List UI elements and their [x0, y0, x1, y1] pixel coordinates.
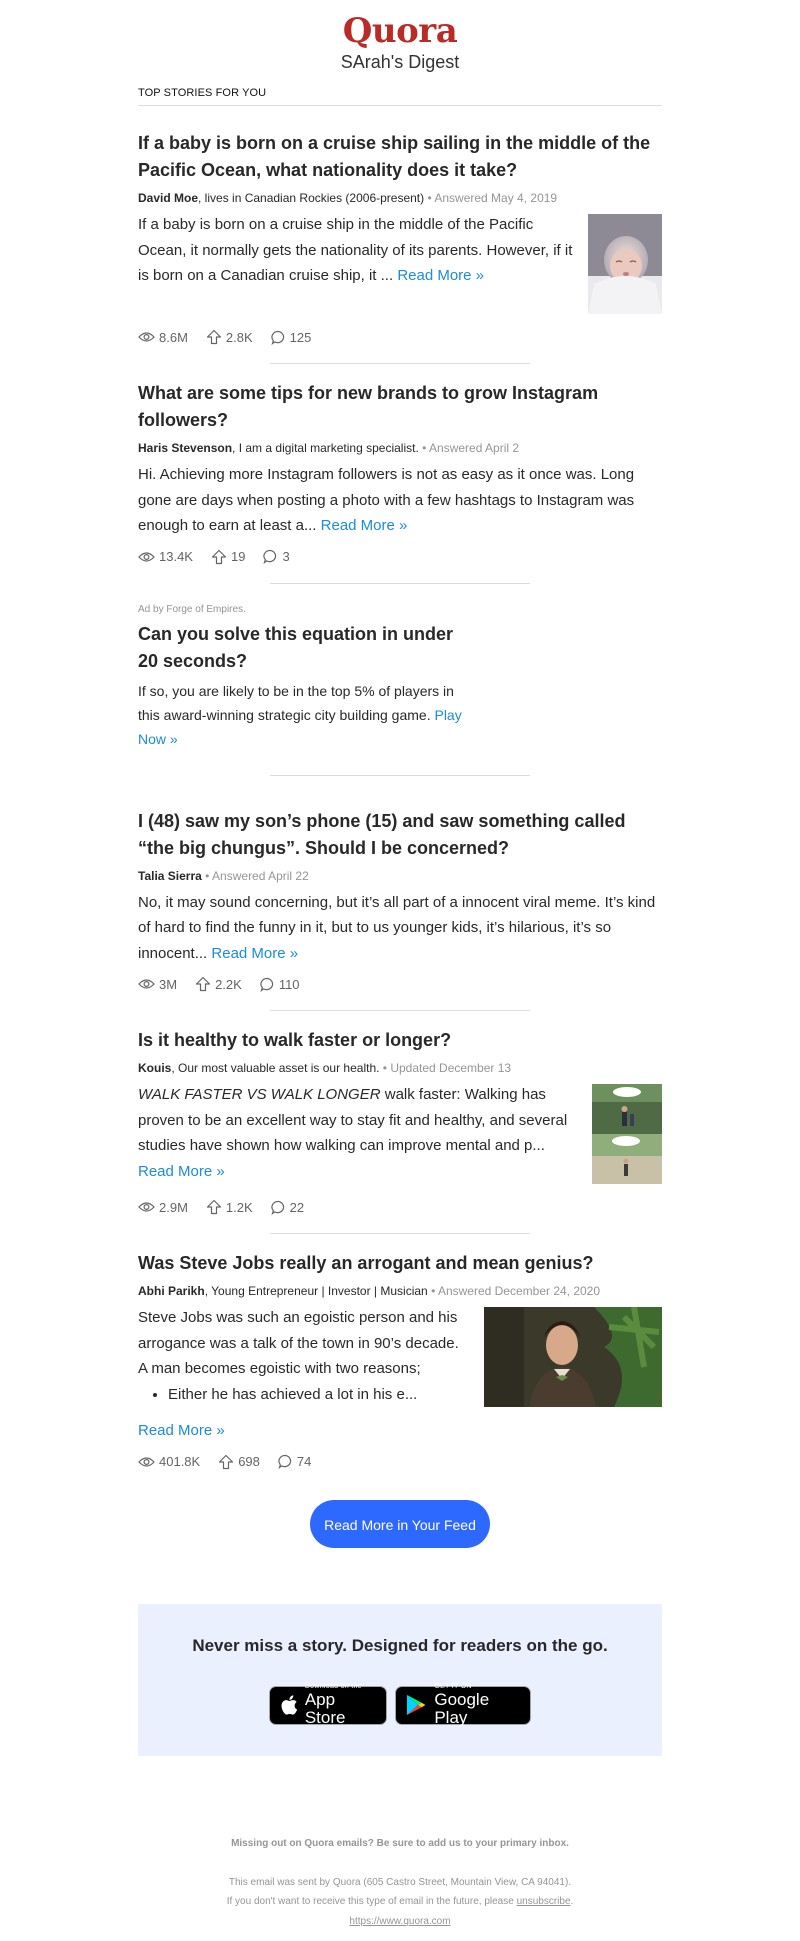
author-name[interactable]: Talia Sierra	[138, 868, 202, 883]
comment-bubble-icon	[278, 1454, 293, 1469]
read-more-link[interactable]: Read More »	[138, 1422, 225, 1439]
excerpt-bullet-list	[138, 1382, 470, 1408]
comment-stat[interactable]	[271, 330, 312, 345]
views-count: 8.6M	[159, 329, 188, 345]
upvote-count: 19	[230, 549, 246, 564]
footer-inbox-tip: Missing out on Quora emails? Be sure to add us to your primary inbox.	[231, 1837, 569, 1849]
upvote-count: 2.8K	[225, 329, 253, 345]
upvote-stat[interactable]	[195, 976, 242, 992]
story-title[interactable]: What are some tips for new brands to grow Instagram followers?	[138, 383, 599, 430]
author-name[interactable]: Kouis	[138, 1061, 172, 1075]
meta-separator: •	[422, 441, 427, 455]
eye-icon	[138, 331, 155, 343]
meta-separator: •	[205, 868, 210, 883]
story-3	[138, 808, 662, 995]
author-credential: , I am a digital marketing specialist.	[232, 441, 419, 455]
footer-sender: This email was sent by Quora (605 Castro Street, Mountain View, CA 94041).	[228, 1876, 572, 1888]
footer-unsubscribe-line	[138, 1892, 662, 1911]
read-more-link[interactable]: Read More »	[211, 944, 299, 962]
comment-bubble-icon	[263, 549, 278, 564]
story-excerpt	[138, 212, 574, 289]
story-2	[138, 380, 662, 567]
eye-icon	[138, 978, 155, 990]
story-body-row	[138, 890, 662, 967]
story-excerpt	[138, 1082, 578, 1184]
author-credential: , lives in Canadian Rockies (2006-present)	[198, 191, 425, 205]
comment-count: 125	[289, 329, 312, 345]
upvote-count: 698	[238, 1454, 260, 1469]
eye-icon	[138, 551, 155, 563]
read-more-link[interactable]: Read More »	[320, 517, 408, 534]
views-stat	[138, 549, 193, 564]
ad-title[interactable]: Can you solve this equation in under 20 seconds?	[138, 623, 454, 671]
read-more-link[interactable]: Read More »	[138, 1162, 225, 1180]
unsubscribe-link[interactable]: unsubscribe	[516, 1895, 571, 1907]
digest-title: SArah's Digest	[340, 52, 460, 72]
story-stats	[138, 1452, 662, 1472]
views-stat	[138, 1200, 188, 1215]
answer-date: Answered April 2	[429, 441, 520, 455]
walking-photo-thumbnail[interactable]	[592, 1084, 662, 1189]
comment-bubble-icon	[271, 330, 286, 345]
footer-legal	[138, 1873, 662, 1911]
meta-separator: •	[427, 191, 432, 205]
apple-logo-icon	[280, 1693, 299, 1717]
excerpt-italic: WALK FASTER VS WALK LONGER	[138, 1086, 381, 1103]
story-read-more-row	[138, 1418, 662, 1444]
comment-count: 3	[282, 549, 290, 564]
views-count: 3M	[159, 976, 178, 992]
google-play-big-text: Google Play	[434, 1690, 490, 1727]
ad-sponsor[interactable]: Forge of Empires.	[166, 603, 246, 615]
story-meta	[138, 1283, 662, 1299]
views-stat	[138, 1454, 200, 1469]
comment-stat[interactable]	[263, 549, 289, 564]
ad-block	[138, 604, 662, 751]
comment-count: 110	[278, 976, 300, 992]
meta-separator: •	[431, 1284, 436, 1298]
ad-body	[138, 679, 468, 751]
story-divider	[270, 775, 530, 776]
comment-count: 22	[289, 1199, 305, 1215]
author-credential: , Our most valuable asset is our health.	[171, 1061, 380, 1075]
upvote-arrow-icon	[195, 976, 211, 992]
answer-date: Answered April 22	[212, 868, 309, 883]
upvote-arrow-icon	[211, 549, 227, 565]
google-play-icon	[406, 1693, 426, 1717]
unsubscribe-suffix: .	[570, 1895, 574, 1907]
views-stat	[138, 977, 177, 992]
story-body-row	[138, 1082, 662, 1189]
story-meta	[138, 190, 662, 206]
upvote-arrow-icon	[206, 329, 222, 345]
answer-date: Updated December 13	[390, 1061, 512, 1075]
story-stats	[138, 547, 662, 567]
unsubscribe-prefix: If you don't want to receive this type of email in the future, please	[226, 1895, 517, 1907]
excerpt-text: Steve Jobs was such an egoistic person and his arrogance was a talk of the town in 90’s decade. A man becomes egoistic with two reasons;	[138, 1309, 459, 1377]
app-promo-banner	[138, 1604, 662, 1756]
story-body-row	[138, 1305, 662, 1412]
story-4	[138, 1027, 662, 1217]
story-title[interactable]: Was Steve Jobs really an arrogant and mean genius?	[138, 1253, 594, 1273]
author-name[interactable]: David Moe	[138, 191, 199, 205]
comment-count: 74	[296, 1454, 312, 1469]
comment-stat[interactable]	[271, 1200, 304, 1215]
ad-prefix: Ad by	[138, 603, 167, 615]
story-excerpt	[138, 890, 662, 967]
story-divider	[270, 583, 530, 584]
author-name[interactable]: Haris Stevenson	[138, 441, 233, 455]
steve-jobs-photo-thumbnail[interactable]	[484, 1307, 662, 1412]
story-meta	[138, 440, 662, 456]
excerpt-text: walk faster: Walking has proven to be an excellent way to stay fit and healthy, and several studies have shown how walking can improve mental and p...	[138, 1086, 568, 1154]
story-meta	[138, 1060, 662, 1076]
answer-date: Answered May 4, 2019	[434, 191, 558, 205]
eye-icon	[138, 1201, 155, 1213]
story-divider	[270, 363, 530, 364]
story-stats	[138, 1197, 662, 1217]
app-store-big-text: App Store	[304, 1690, 346, 1727]
story-title[interactable]: If a baby is born on a cruise ship sailing in the middle of the Pacific Ocean, what nationality does it take?	[138, 133, 651, 180]
play-now-link[interactable]: Play Now »	[138, 706, 462, 747]
comment-bubble-icon	[271, 1200, 286, 1215]
upvote-stat[interactable]	[206, 329, 253, 345]
meta-separator: •	[382, 1061, 387, 1075]
footer-url-row	[138, 1916, 662, 1927]
story-stats	[138, 974, 662, 994]
quora-url-link[interactable]: https://www.quora.com	[349, 1915, 451, 1927]
upvote-count: 1.2K	[225, 1199, 253, 1215]
app-store-small-text: Download on the	[304, 1683, 362, 1690]
ad-label	[138, 604, 662, 615]
upvote-arrow-icon	[206, 1199, 222, 1215]
story-body-row	[138, 462, 662, 539]
story-stats	[138, 327, 662, 347]
views-count: 13.4K	[159, 549, 193, 564]
ad-body-text: If so, you are likely to be in the top 5% of players in this award-winning strategic city building game.	[138, 682, 454, 723]
author-credential: , Young Entrepreneur | Investor | Musician	[204, 1284, 428, 1298]
cta-wrap	[138, 1500, 662, 1548]
eye-icon	[138, 1456, 155, 1468]
story-divider	[270, 1010, 530, 1011]
answer-date: Answered December 24, 2020	[437, 1284, 601, 1298]
excerpt-text: If a baby is born on a cruise ship in the middle of the Pacific Ocean, it normally gets the nationality of its parents. However, if it is born on a Canadian cruise ship, it ...	[138, 216, 573, 284]
views-count: 401.8K	[159, 1454, 201, 1469]
story-excerpt	[138, 1305, 470, 1407]
story-title[interactable]: Is it healthy to walk faster or longer?	[138, 1030, 452, 1050]
upvote-count: 2.2K	[215, 976, 242, 992]
email-footer	[138, 1838, 662, 1927]
excerpt-bullet: • Either he has achieved a lot in his e...	[168, 1382, 470, 1408]
story-1	[138, 130, 662, 347]
story-5	[138, 1250, 662, 1472]
comment-stat[interactable]	[260, 977, 300, 992]
email-header	[138, 0, 662, 73]
email-container	[138, 0, 662, 1927]
promo-title: Never miss a story. Designed for readers on the go.	[192, 1635, 608, 1655]
story-title[interactable]: I (48) saw my son’s phone (15) and saw something called “the big chungus”. Should I be concerned?	[138, 810, 626, 858]
app-store-badge[interactable]	[269, 1683, 387, 1727]
google-play-small-text: GET IT ON	[434, 1683, 472, 1690]
story-divider	[270, 1233, 530, 1234]
comment-stat[interactable]	[278, 1454, 311, 1469]
excerpt-text: Hi. Achieving more Instagram followers is not as easy as it once was. Long gone are days when posting a photo with a few hashtags to Instagram was enough to earn at least a...	[138, 466, 635, 534]
author-name[interactable]: Abhi Parikh	[138, 1284, 205, 1298]
read-more-in-feed-button[interactable]: Read More in Your Feed	[310, 1500, 490, 1548]
upvote-stat[interactable]	[218, 1454, 260, 1470]
story-meta	[138, 868, 662, 884]
views-count: 2.9M	[159, 1199, 188, 1215]
quora-logo[interactable]: Quora	[342, 11, 458, 51]
upvote-stat[interactable]	[211, 549, 245, 565]
upvote-arrow-icon	[218, 1454, 234, 1470]
baby-photo-thumbnail[interactable]	[588, 214, 662, 319]
story-excerpt	[138, 462, 662, 539]
section-label: TOP STORIES FOR YOU	[138, 87, 662, 106]
excerpt-text: No, it may sound concerning, but it’s all part of a innocent viral meme. It’s kind of hard to find the funny in it, but to us younger kids, it’s hilarious, it’s so innocent...	[138, 893, 656, 962]
read-more-link[interactable]: Read More »	[397, 267, 485, 284]
app-badges	[138, 1683, 662, 1727]
comment-bubble-icon	[260, 977, 275, 992]
upvote-stat[interactable]	[206, 1199, 253, 1215]
story-body-row	[138, 212, 662, 319]
google-play-badge[interactable]	[395, 1683, 531, 1727]
views-stat	[138, 330, 188, 345]
